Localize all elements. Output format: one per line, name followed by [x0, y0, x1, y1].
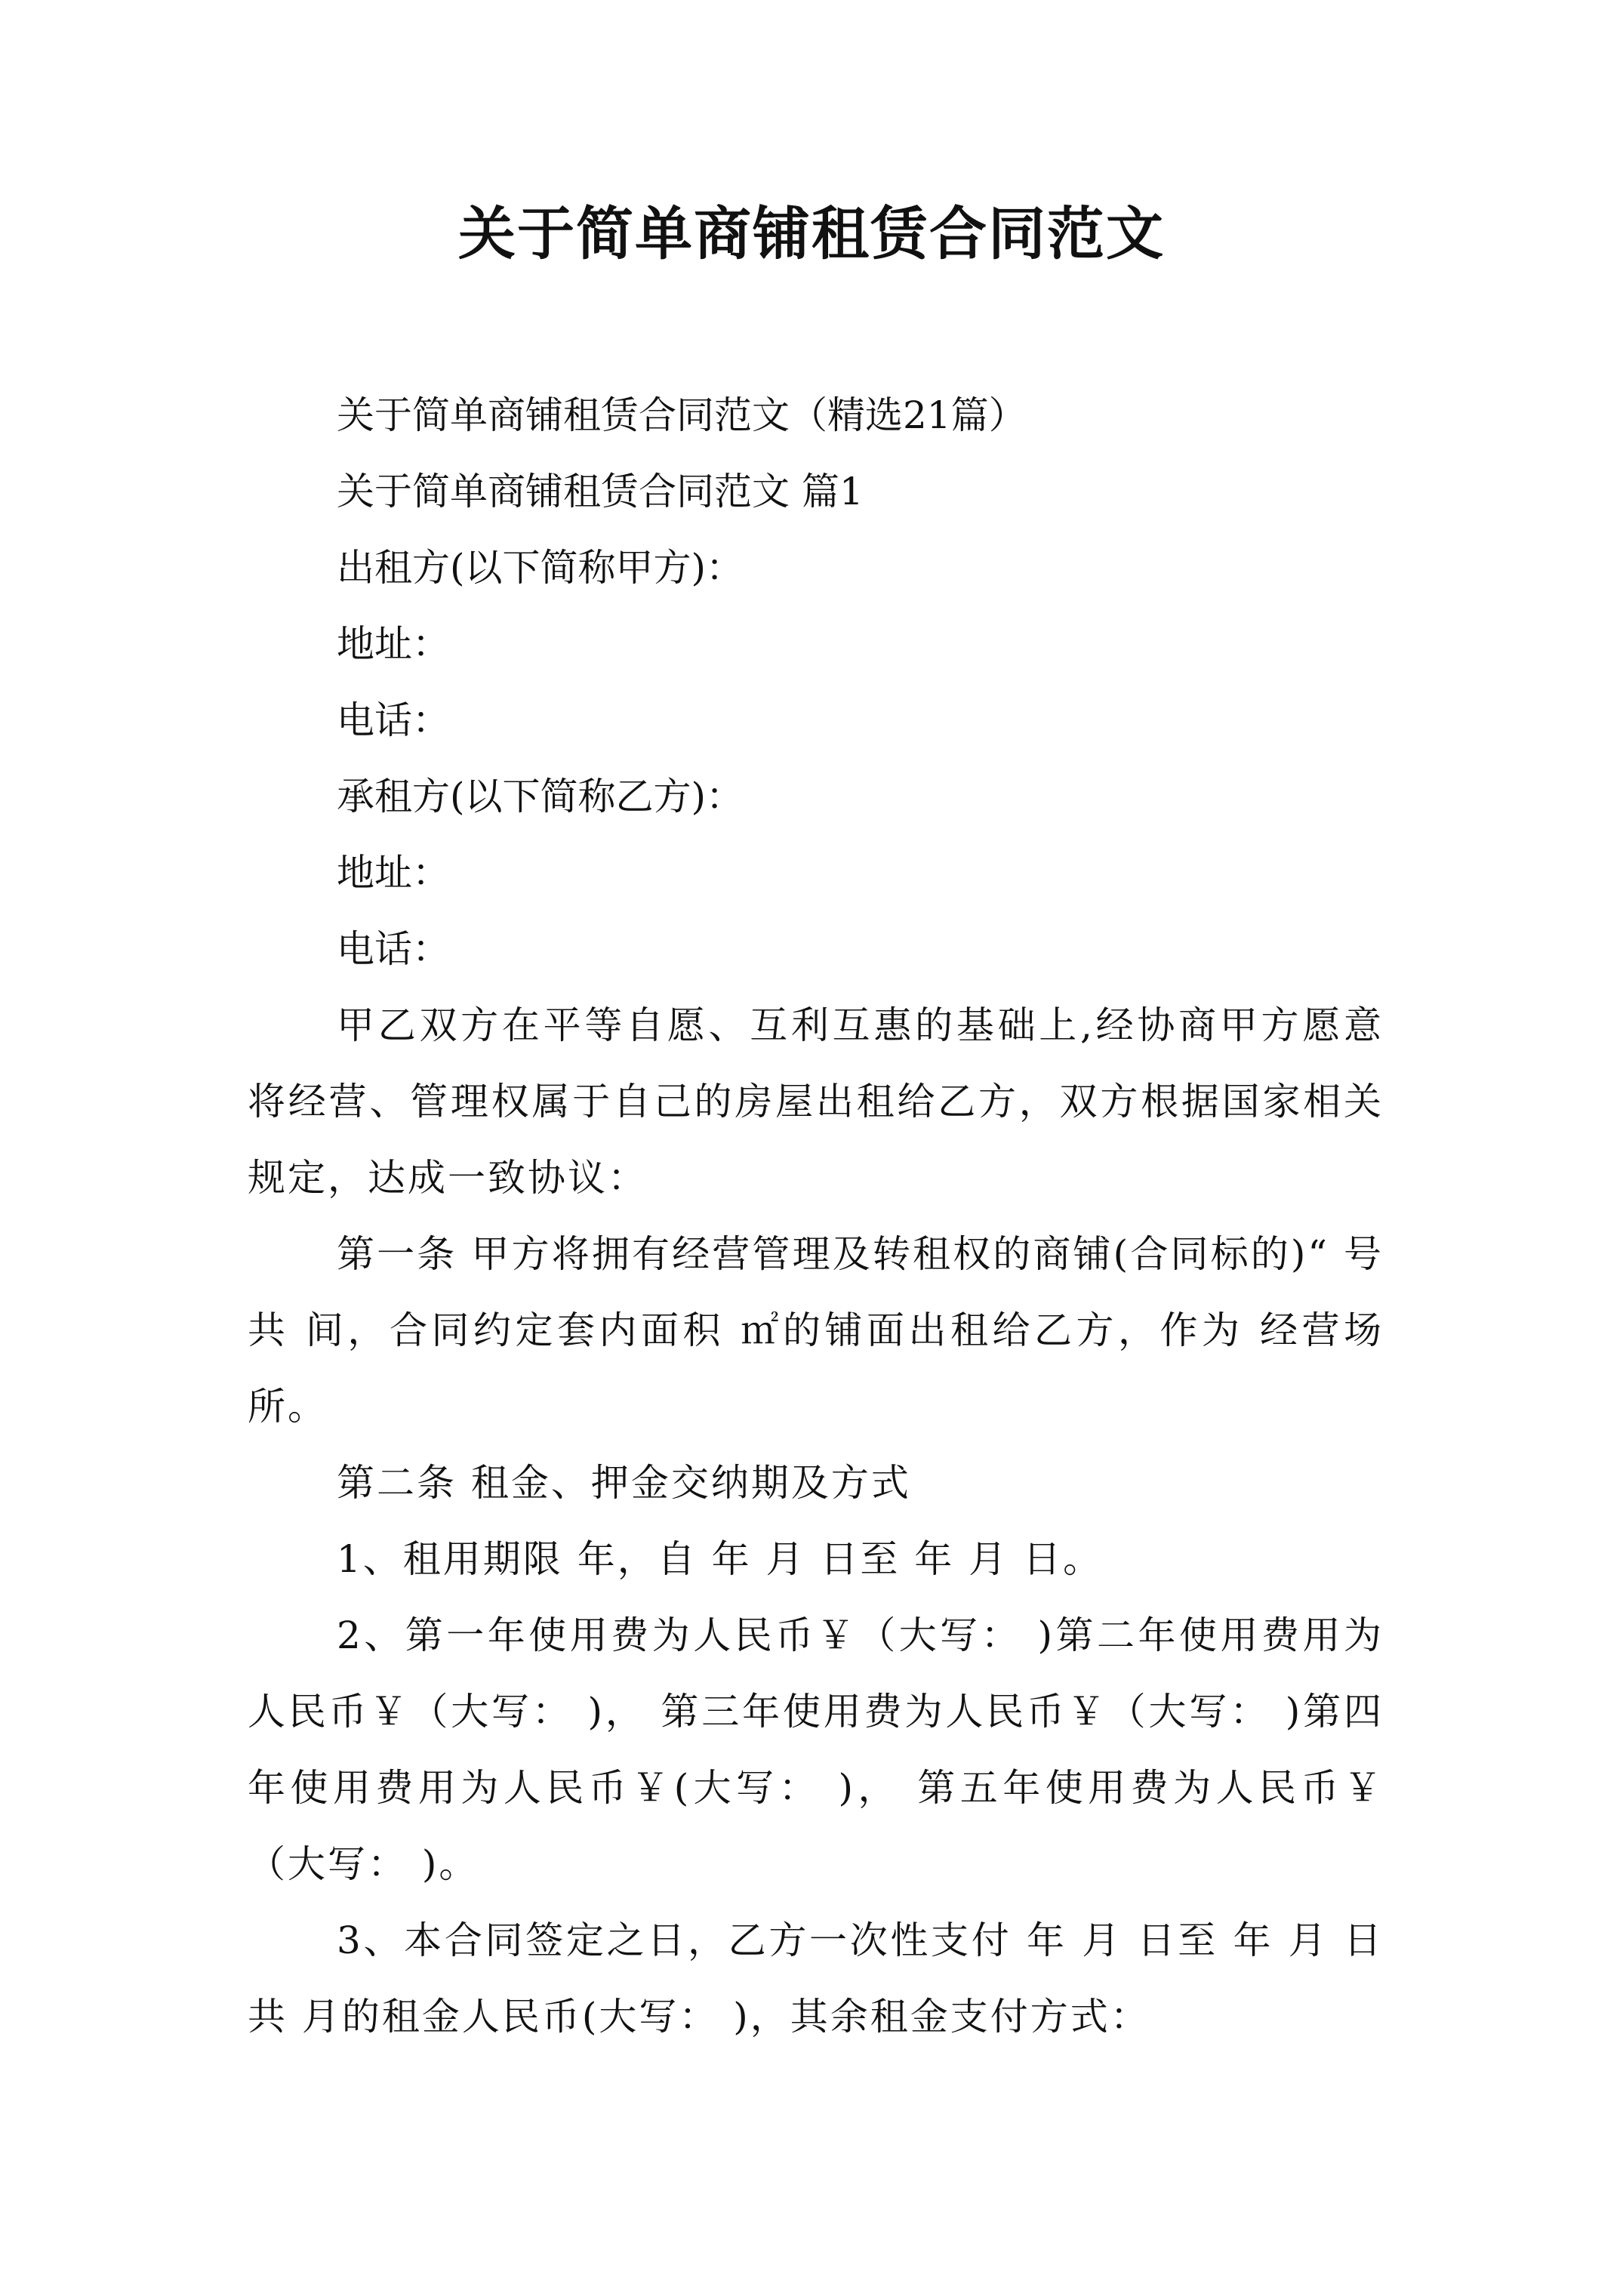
clause-1-paragraph: 1、租用期限 年，自 年 月 日至 年 月 日。 [337, 1537, 1104, 1581]
clause-2-paragraph: 2、第一年使用费为人民币￥（大写： )第二年使用费用为人民币￥（大写： )， 第三年使用费为人民币￥（大写： )第四年使用费用为人民币￥(大写： )， 第五年使用费为人民币￥（大写： )。 [248, 1613, 1384, 1886]
lessor-address-label: 地址： [337, 622, 450, 666]
article-2-heading: 第二条 租金、押金交纳期及方式 [337, 1461, 911, 1505]
article-1-paragraph: 第一条 甲方将拥有经营管理及转租权的商铺(合同标的)“ 号共 间，合同约定套内面积 ㎡的铺面出租给乙方，作为 经营场所。 [248, 1232, 1384, 1428]
lessor-phone-label: 电话： [337, 698, 450, 742]
subtitle-line: 关于简单商铺租赁合同范文（精选21篇） [337, 393, 1027, 437]
lessor-label: 出租方(以下简称甲方)： [337, 546, 744, 590]
lessee-phone-label: 电话： [337, 927, 450, 971]
document-body [248, 378, 1384, 2055]
section-heading: 关于简单商铺租赁合同范文 篇1 [337, 470, 864, 513]
lessee-address-label: 地址： [337, 851, 450, 895]
document-title: 关于简单商铺租赁合同范文 [458, 200, 1165, 267]
lessee-label: 承租方(以下简称乙方)： [337, 775, 744, 818]
preamble-paragraph: 甲乙双方在平等自愿、互利互惠的基础上,经协商甲方愿意将经营、管理权属于自己的房屋出租给乙方，双方根据国家相关规定，达成一致协议： [248, 1003, 1384, 1200]
clause-3-paragraph: 3、本合同签定之日，乙方一次性支付 年 月 日至 年 月 日共 月的租金人民币(大写： )，其余租金支付方式： [248, 1918, 1384, 2039]
